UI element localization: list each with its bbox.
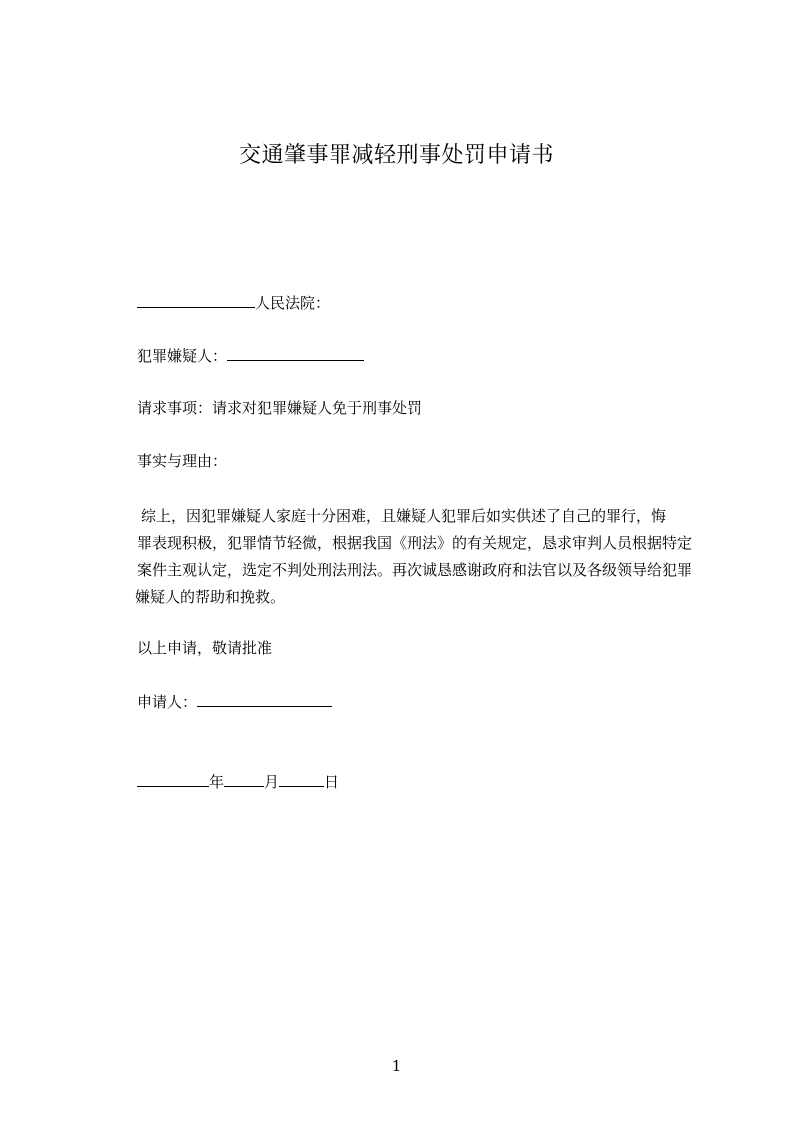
applicant-line: [137, 691, 332, 712]
closing-text: 以上申请，敬请批准: [137, 639, 273, 657]
court-line: [137, 292, 330, 313]
date-year: 年: [209, 773, 225, 791]
suspect-name-blank: [227, 345, 364, 361]
facts-label: 事实与理由：: [137, 452, 228, 470]
body-paragraph: [137, 503, 707, 611]
year-blank: [137, 771, 209, 787]
date-month: 月: [264, 773, 280, 791]
body-line: 罪表现积极，犯罪情节轻微，根据我国《刑法》的有关规定，恳求审判人员根据特定: [137, 534, 693, 552]
page-number: 1: [391, 1057, 402, 1075]
day-blank: [279, 771, 324, 787]
month-blank: [224, 771, 264, 787]
applicant-name-blank: [197, 691, 332, 707]
suspect-line: [137, 345, 364, 366]
body-line: 综上，因犯罪嫌疑人家庭十分困难，且嫌疑人犯罪后如实供述了自己的罪行，悔: [141, 507, 667, 525]
date-day: 日: [324, 773, 340, 791]
court-name-blank: [137, 292, 255, 308]
body-line: 案件主观认定，选定不判处刑法刑法。再次诚恳感谢政府和法官以及各级领导给犯罪: [137, 561, 693, 579]
applicant-label: 申请人：: [137, 693, 198, 711]
request-items: 请求事项：请求对犯罪嫌疑人免于刑事处罚: [137, 399, 423, 417]
date-line: [137, 771, 339, 792]
court-suffix: 人民法院：: [255, 294, 331, 312]
body-line: 嫌疑人的帮助和挽救。: [135, 588, 286, 606]
suspect-label: 犯罪嫌疑人：: [137, 347, 228, 365]
document-title: 交通肇事罪减轻刑事处罚申请书: [238, 143, 554, 168]
